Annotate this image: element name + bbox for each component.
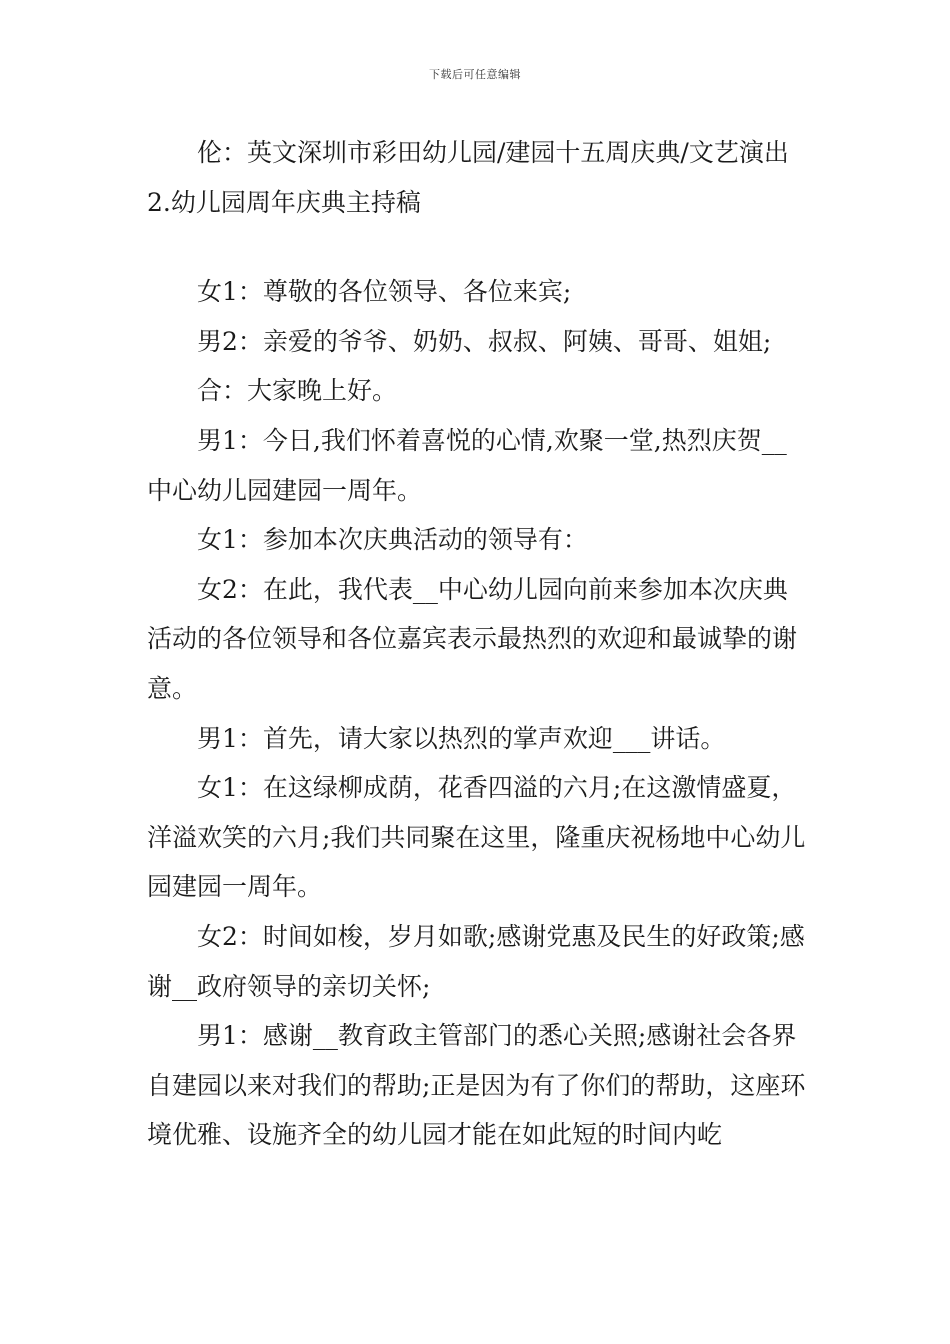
paragraph-male-1-thanks: 男1：感谢__教育政主管部门的悉心关照;感谢社会各界自建园以来对我们的帮助;正是因为有了你们的帮助，这座环境优雅、设施齐全的幼儿园才能在如此短的时间内屹 (147, 1021, 806, 1150)
page-header: 下载后可任意编辑 (429, 68, 521, 81)
spacer (147, 227, 811, 267)
paragraph-greeting-female-1: 女1：尊敬的各位领导、各位来宾; (197, 277, 572, 307)
paragraph-male-1-opening: 男1：今日,我们怀着喜悦的心情,欢聚一堂,热烈庆贺__中心幼儿园建园一周年。 (147, 425, 787, 505)
section-heading: 2.幼儿园周年庆典主持稿 (147, 187, 421, 217)
paragraph-female-1-leaders: 女1：参加本次庆典活动的领导有： (197, 525, 588, 555)
paragraph-female-2-thanks: 女2：时间如梭，岁月如歌;感谢党惠及民生的好政策;感谢__政府领导的亲切关怀; (147, 921, 805, 1001)
document-body (147, 128, 811, 1160)
paragraph-male-1-speech: 男1：首先，请大家以热烈的掌声欢迎___讲话。 (197, 723, 726, 753)
paragraph-greeting-together: 合：大家晚上好。 (197, 376, 398, 406)
paragraph-greeting-male-2: 男2：亲爱的爷爷、奶奶、叔叔、阿姨、哥哥、姐姐; (197, 326, 772, 356)
paragraph-awards: 伦：英文深圳市彩田幼儿园/建园十五周庆典/文艺演出 (197, 138, 789, 167)
paragraph-female-1-june: 女1：在这绿柳成荫，花香四溢的六月;在这激情盛夏，洋溢欢笑的六月;我们共同聚在这里，隆重庆祝杨地中心幼儿园建园一周年。 (147, 773, 806, 902)
paragraph-female-2-welcome: 女2：在此，我代表__中心幼儿园向前来参加本次庆典活动的各位领导和各位嘉宾表示最热烈的欢迎和最诚挚的谢意。 (147, 574, 798, 703)
